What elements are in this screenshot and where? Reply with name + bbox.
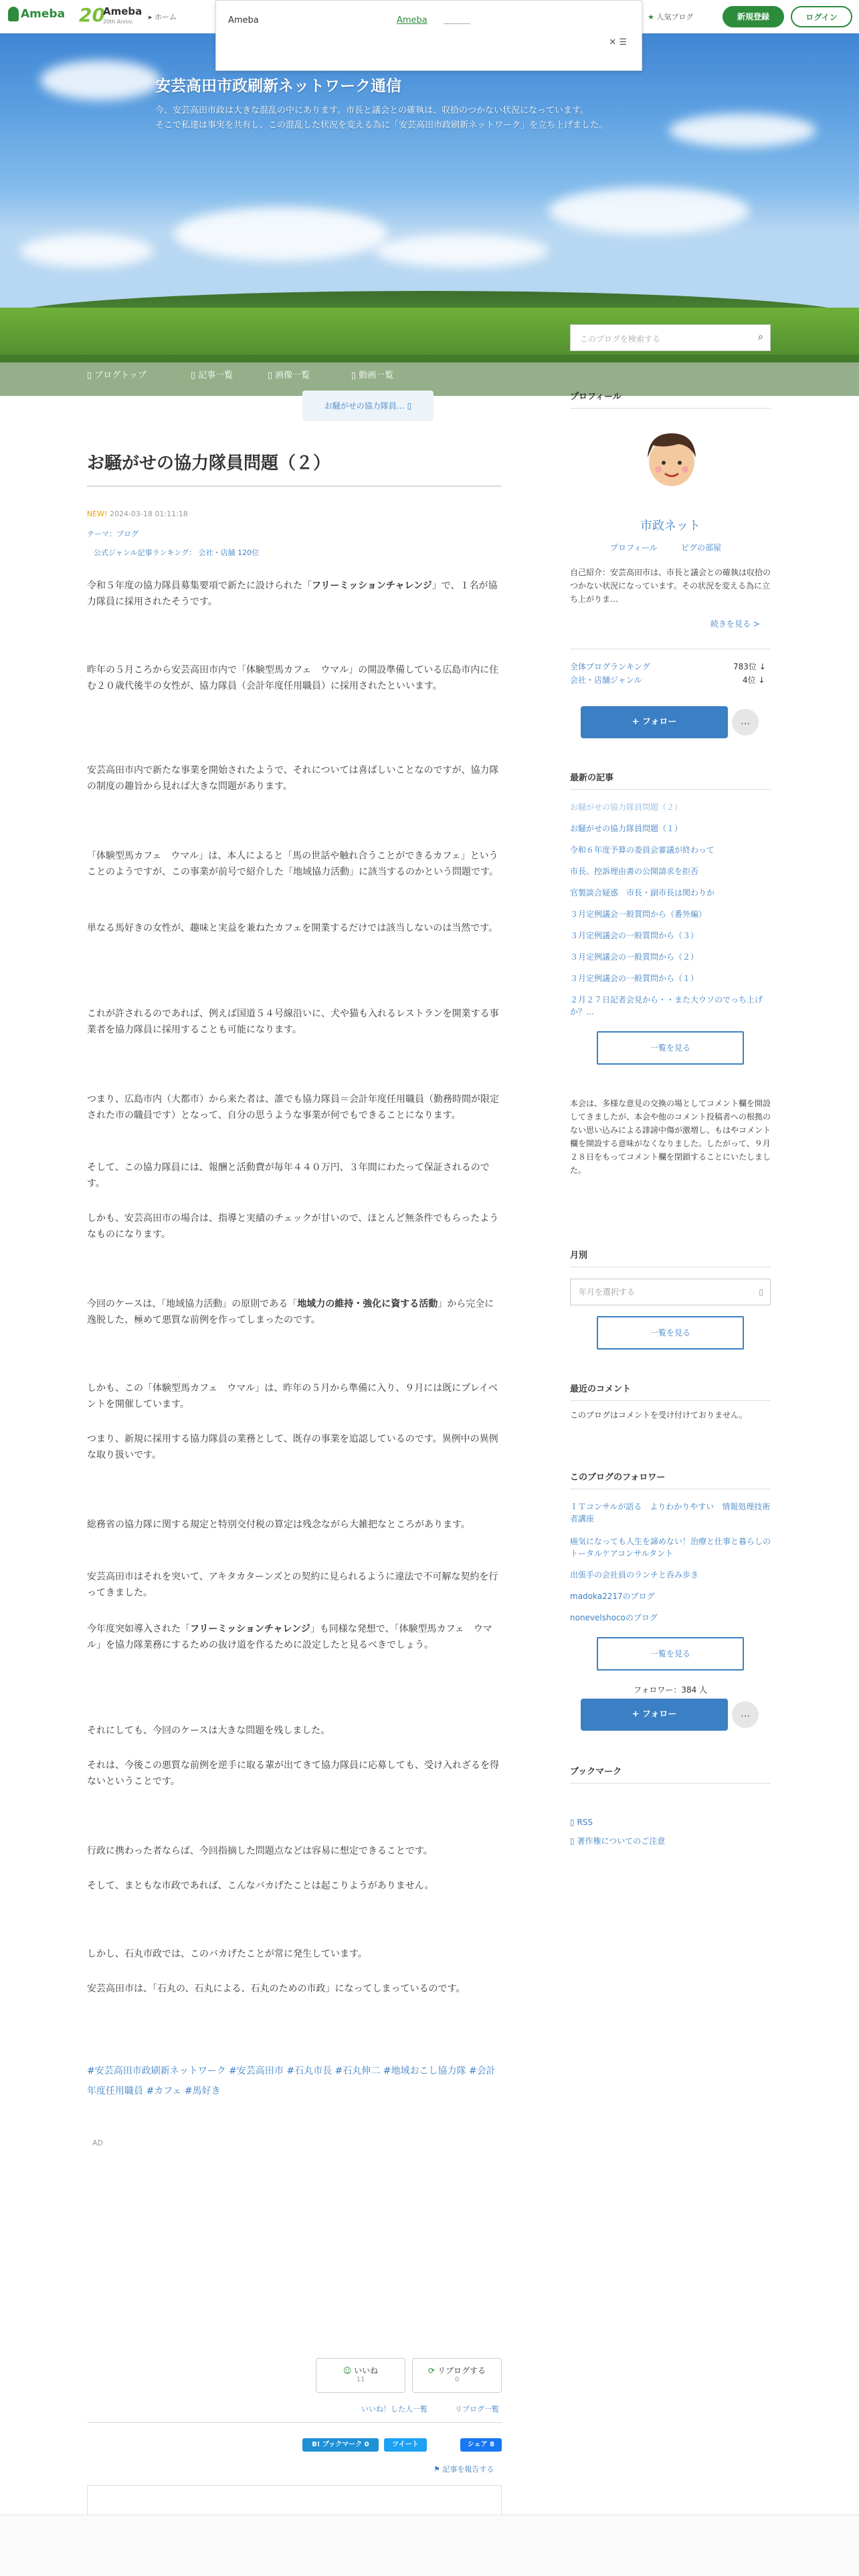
paragraph: そして、まともな市政であれば、こんなバカげたことは起こりようがありません。 bbox=[87, 1881, 434, 1891]
hatena-bookmark-button[interactable]: B! ブックマーク 0 bbox=[302, 2438, 379, 2452]
entry-ranking[interactable]: 公式ジャンル記事ランキング： 会社・店舗 120位 bbox=[94, 548, 260, 557]
entry-theme[interactable]: テーマ：ブログ bbox=[87, 530, 138, 538]
ad-close-icon[interactable]: ✕ ☰ bbox=[609, 37, 627, 47]
genre-rank-value: 4位 ↓ bbox=[743, 675, 765, 685]
recent-entry[interactable]: 令和６年度予算の委員会審議が終わって bbox=[570, 845, 714, 855]
entry-title: お騒がせの協力隊員問題（２） bbox=[87, 453, 331, 473]
paragraph: 昨年の５月ころから安芸高田市内で「体験型馬カフェ ウマル」の開設準備している広島市内に住む２０歳代後半の女性が、協力隊員（会計年度任用職員）に採用されたといいます。 bbox=[87, 665, 499, 691]
paragraph: 行政に携わった者ならば、今回指摘した問題点などは容易に想定できることです。 bbox=[87, 1846, 433, 1856]
nav-entries[interactable]: ▯ 記事一覧 bbox=[191, 370, 233, 381]
blog-search-input[interactable]: このブログを検索する ⌕ bbox=[570, 324, 771, 351]
copyright-link[interactable]: ▯ 著作権についてのご注意 bbox=[570, 1836, 666, 1846]
recent-entry[interactable]: お騒がせの協力隊員問題（１） bbox=[570, 824, 683, 833]
more-options-button-2[interactable]: … bbox=[732, 1701, 759, 1728]
recent-comments-text: このブログはコメントを受け付けておりません。 bbox=[570, 1410, 747, 1420]
search-icon[interactable]: ⌕ bbox=[758, 332, 763, 342]
star-icon: ★ bbox=[648, 13, 654, 21]
paragraph: つまり、広島市内（大都市）から来た者は、誰でも協力隊員＝会計年度任用職員（勤務時間が限定された市の職員です）となって、自分の思うような事業が何でもできることになります。 bbox=[87, 1094, 499, 1121]
recent-entry[interactable]: ３月定例議会の一般質問から（１） bbox=[570, 974, 699, 983]
profile-avatar-icon[interactable] bbox=[638, 425, 705, 492]
paragraph: しかし、石丸市政では、このバカげたことが常に発生しています。 bbox=[87, 1949, 367, 1959]
tweet-button[interactable]: ツイート bbox=[384, 2438, 427, 2452]
like-button[interactable]: ☺ いいね 11 bbox=[316, 2358, 405, 2393]
read-more-link[interactable]: 続きを見る > bbox=[710, 619, 760, 629]
author-card bbox=[87, 2485, 502, 2514]
paragraph: 今回のケースは、「地域協力活動」の原則である「地域力の維持・強化に資する活動」から完全に逸脱した、極めて悪質な前例を作ってしまったのです。 bbox=[87, 1299, 494, 1325]
paragraph: それは、今後この悪質な前例を逆手に取る輩が出てきて協力隊員に応募しても、受け入れざるを得ないということです。 bbox=[87, 1760, 499, 1787]
recent-entry[interactable]: ３月定例議会の一般質問から（２） bbox=[570, 952, 699, 962]
blog-title[interactable]: 安芸高田市政刷新ネットワーク通信 bbox=[155, 78, 401, 95]
follow-button[interactable]: + フォロー bbox=[581, 706, 728, 738]
pigg-room-link[interactable]: ピグの部屋 bbox=[681, 543, 722, 552]
paragraph: それにしても、今回のケースは大きな問題を残しました。 bbox=[87, 1725, 330, 1736]
popular-blog-link[interactable]: ★ 人気ブログ bbox=[648, 13, 694, 21]
paragraph: 安芸高田市内で新たな事業を開始されたようで、それについては喜ばしいことなのですが、協力隊の制度の趣旨から見れば大きな問題があります。 bbox=[87, 765, 499, 792]
recent-entry[interactable]: お騒がせの協力隊員問題（２） bbox=[570, 802, 683, 812]
liked-users-link[interactable]: いいね！した人一覧 bbox=[361, 2405, 427, 2413]
page-footer bbox=[0, 2514, 859, 2576]
recent-entry[interactable]: 官製談合疑惑 市長・副市長は関わりか bbox=[570, 888, 715, 897]
entry-date: NEW! 2024-03-18 01:11:18 bbox=[87, 510, 188, 518]
chevron-down-icon: ▯ bbox=[759, 1287, 763, 1297]
month-select[interactable]: 年月を選択する ▯ bbox=[570, 1279, 771, 1305]
profile-name[interactable]: 市政ネット bbox=[640, 519, 700, 533]
paragraph: つまり、新規に採用する協力隊員の業務として、既存の事業を追認しているのです。異例中の異例な取り扱いです。 bbox=[87, 1434, 498, 1461]
recent-entry[interactable]: ３月定例議会一般質問から（番外編） bbox=[570, 909, 707, 919]
nav-videos[interactable]: ▯ 動画一覧 bbox=[351, 370, 394, 381]
nav-blog-top[interactable]: ▯ ブログトップ bbox=[87, 370, 147, 381]
follow-button-2[interactable]: + フォロー bbox=[581, 1699, 728, 1731]
profile-intro: 自己紹介：安芸高田市は、市長と議会との確執は収拾のつかない状況になっています。その状況を変える為に立ち上がりま… bbox=[570, 568, 771, 604]
recent-list-button[interactable]: 一覧を見る bbox=[597, 1031, 744, 1065]
follower-item[interactable]: madoka2217のブログ bbox=[570, 1592, 655, 1601]
reblog-button[interactable]: ⟳ リブログする 0 bbox=[412, 2358, 502, 2393]
paragraph: しかも、安芸高田市の場合は、指導と実績のチェックが甘いので、ほとんど無条件でもらったようなものになります。 bbox=[87, 1213, 499, 1240]
login-button[interactable]: ログイン bbox=[791, 6, 852, 27]
overall-ranking-link[interactable]: 全体ブログランキング bbox=[570, 662, 650, 671]
paragraph: 令和５年度の協力隊員募集要項で新たに設けられた「フリーミッションチャレンジ」で、１名が協力隊員に採用されたそうです。 bbox=[87, 580, 498, 607]
recent-entry[interactable]: ２月２７日記者会見から・・また大ウソのでっち上げか？… bbox=[570, 995, 763, 1016]
video-icon: ▯ bbox=[351, 370, 357, 381]
recent-entry[interactable]: ３月定例議会の一般質問から（３） bbox=[570, 931, 699, 940]
hashtags[interactable]: #安芸高田市政刷新ネットワーク #安芸高田市 #石丸市長 #石丸伸二 #地域おこし協力隊 #会計年度任用職員 #カフェ #馬好き bbox=[87, 2066, 496, 2097]
profile-link[interactable]: プロフィール bbox=[610, 543, 658, 552]
register-button[interactable]: 新規登録 bbox=[723, 6, 784, 27]
paragraph: 「体験型馬カフェ ウマル」は、本人によると「馬の世話や触れ合うことができるカフェ」ということのようですが、この事業が前号で紹介した「地域協力活動」に該当するのかという問題です。 bbox=[87, 851, 498, 877]
facebook-share-button[interactable]: シェア 8 bbox=[460, 2438, 502, 2452]
more-options-button[interactable]: … bbox=[732, 709, 759, 736]
list-icon: ▯ bbox=[191, 370, 196, 381]
ad-label: AD bbox=[92, 2139, 103, 2147]
ameba-logo[interactable]: Ameba bbox=[8, 7, 65, 21]
report-link[interactable]: ⚑ 記事を報告する bbox=[434, 2465, 494, 2474]
follower-item[interactable]: 出張手の会社員のランチと呑み歩き bbox=[570, 1570, 699, 1580]
blog-description: 今、安芸高田市政は大きな混乱の中にあります。市長と議会との確執は、収拾のつかない状況になっています。 そこで私達は事実を共有し、この混乱した状況を変える為に「安芸高田市政刷新ネットワーク」を立ち上げました。 bbox=[155, 106, 608, 130]
genre-ranking-link[interactable]: 会社・店舗ジャンル bbox=[570, 675, 642, 685]
info-icon: ▯ bbox=[570, 1836, 575, 1846]
image-icon: ▯ bbox=[268, 370, 273, 381]
follower-item[interactable]: ＩＴコンサルが語る よりわかりやすい 情報処理技術者講座 bbox=[570, 1502, 771, 1523]
flag-icon: ⚑ bbox=[434, 2465, 440, 2474]
ameba-mark-icon bbox=[8, 7, 19, 21]
paragraph: 今年度突如導入された「フリーミッションチャレンジ」も同様な発想で、「体験型馬カフェ ウマル」を協力隊業務にするための抜け道を作るために設定したと見るべきでしょう。 bbox=[87, 1624, 492, 1650]
blog-header-image bbox=[0, 33, 859, 381]
nav-images[interactable]: ▯ 画像一覧 bbox=[268, 370, 310, 381]
rss-icon: ▯ bbox=[570, 1818, 575, 1827]
rss-link[interactable]: ▯ RSS bbox=[570, 1818, 593, 1827]
month-list-button[interactable]: 一覧を見る bbox=[597, 1316, 744, 1350]
paragraph: 安芸高田市は、「石丸の、石丸による、石丸のための市政」になってしまっているのです。 bbox=[87, 1983, 466, 1994]
follower-count: フォロワー：384 人 bbox=[633, 1685, 708, 1695]
ad-overlay[interactable]: Ameba Ameba ✕ ☰ bbox=[215, 0, 642, 71]
chevron-icon: ▯ bbox=[407, 401, 412, 411]
paragraph: 単なる馬好きの女性が、趣味と実益を兼ねたカフェを開業するだけでは該当しないのは当然です。 bbox=[87, 923, 498, 934]
follower-item[interactable]: 癌気になっても人生を諦めない！治療と仕事と暮らしのトータルケアコンサルタント bbox=[570, 1537, 771, 1558]
reblog-list-link[interactable]: リブログ一覧 bbox=[455, 2405, 499, 2413]
home-icon: ▯ bbox=[87, 370, 92, 381]
recent-entry[interactable]: 市長、控訴理由書の公開請求を拒否 bbox=[570, 867, 699, 876]
paragraph: これが許されるのであれば、例えば国道５４号線沿いに、犬や猫も入れるレストランを開業する事業者を協力隊員に採用することも可能になります。 bbox=[87, 1008, 499, 1035]
comment-policy-note: 本会は、多様な意見の交換の場としてコメント欄を開設してきましたが、本会や他のコメント投稿者への根拠のない思い込みによる誹謗中傷が激増し、もはやコメント欄を開設する意味がなくなりました。したがって、９月２８日をもってコメント欄を閉鎖することにいたしました。 bbox=[570, 1099, 771, 1175]
follower-item[interactable]: nonevelshocoのブログ bbox=[570, 1613, 658, 1622]
paragraph: そして、この協力隊員には、報酬と活動費が毎年４４０万円、３年間にわたって保証されるのです。 bbox=[87, 1162, 490, 1189]
reblog-icon: ⟳ bbox=[428, 2366, 436, 2375]
paragraph: 安芸高田市はそれを突いて、アキタカターンズとの契約に見られるように違法で不可解な契約を行ってきました。 bbox=[87, 1572, 498, 1598]
follower-list-button[interactable]: 一覧を見る bbox=[597, 1637, 744, 1671]
paragraph: しかも、この「体験型馬カフェ ウマル」は、昨年の５月から準備に入り、９月には既にプレイベントを開催しています。 bbox=[87, 1383, 498, 1410]
overall-rank-value: 783位 ↓ bbox=[733, 662, 766, 671]
entry-pill[interactable]: お騒がせの協力隊員… ▯ bbox=[302, 391, 434, 421]
like-icon: ☺ bbox=[343, 2366, 352, 2375]
global-header: Ameba 20 Ameba 20th Anniv. ▸ ホーム ★ 人気ブログ 新規登録 ログイン bbox=[0, 0, 859, 33]
paragraph: 総務省の協力隊に関する規定と特別交付税の算定は残念ながら大雑把なところがあります。 bbox=[87, 1519, 470, 1530]
home-link[interactable]: ▸ ホーム bbox=[149, 13, 177, 21]
blog-nav bbox=[0, 354, 859, 396]
